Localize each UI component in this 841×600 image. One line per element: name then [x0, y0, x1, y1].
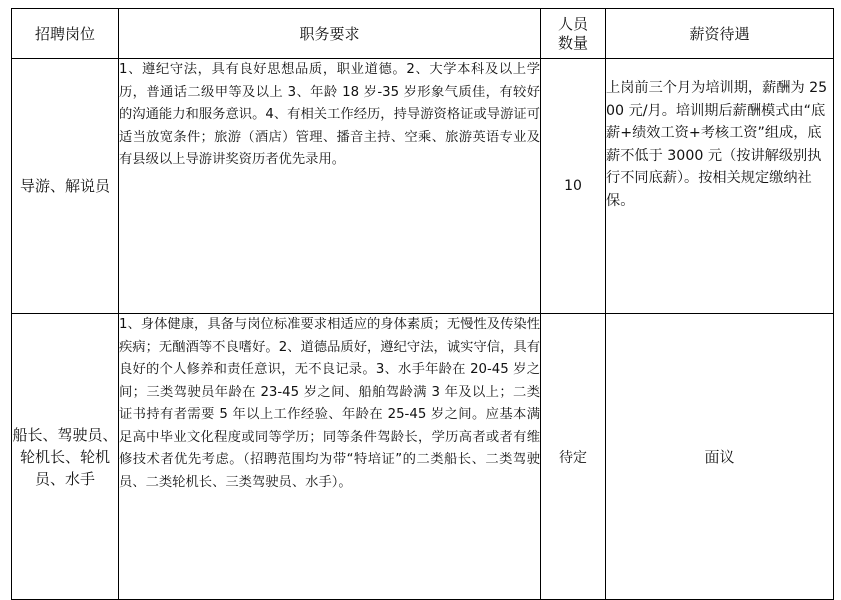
header-requirements: 职务要求 [119, 9, 541, 59]
header-quantity-line2: 数量 [557, 33, 588, 52]
quantity-cell: 10 [541, 59, 606, 314]
header-quantity-line1: 人员 [557, 14, 588, 33]
table-row [12, 59, 834, 314]
salary-cell: 上岗前三个月为培训期，薪酬为 2500 元/月。培训期后薪酬模式由“底薪+绩效工资+考核工资”组成，底薪不低于 3000 元（按讲解级别执行不同底薪）。按相关规定缴纳社保。 [606, 59, 834, 314]
recruitment-table [11, 8, 834, 600]
header-quantity [541, 9, 606, 59]
header-position: 招聘岗位 [12, 9, 119, 59]
quantity-cell: 待定 [541, 314, 606, 600]
table-row [12, 314, 834, 600]
requirements-cell: 1、遵纪守法，具有良好思想品质，职业道德。2、大学本科及以上学历，普通话二级甲等及以上 3、年龄 18 岁-35 岁形象气质佳，有较好的沟通能力和服务意识。4、有相关工作经历，持导游资格证或导游证可适当放宽条件；旅游（酒店）管理、播音主持、空乘、旅游英语专业及有县级以上导游讲奖资历者优先录用。 [119, 59, 541, 314]
header-row [12, 9, 834, 59]
requirements-cell: 1、身体健康，具备与岗位标准要求相适应的身体素质；无慢性及传染性疾病；无酗酒等不良嗜好。2、道德品质好，遵纪守法，诚实守信，具有良好的个人修养和责任意识，无不良记录。3、水手年龄在 20-45 岁之间；三类驾驶员年龄在 23-45 岁之间、船舶驾龄满 3 年及以上；二类证书持有者需要 5 年以上工作经验、年龄在 25-45 岁之间。应基本满足高中毕业文化程度或同等学历；同等条件驾龄长，学历高者或者有维修技术者优先考虑。（招聘范围均为带“特培证”的二类船长、二类驾驶员、二类轮机长、三类驾驶员、水手）。 [119, 314, 541, 600]
salary-cell: 面议 [606, 314, 834, 600]
position-cell: 导游、解说员 [12, 59, 119, 314]
position-cell: 船长、驾驶员、轮机长、轮机员、水手 [12, 314, 119, 600]
header-salary: 薪资待遇 [606, 9, 834, 59]
